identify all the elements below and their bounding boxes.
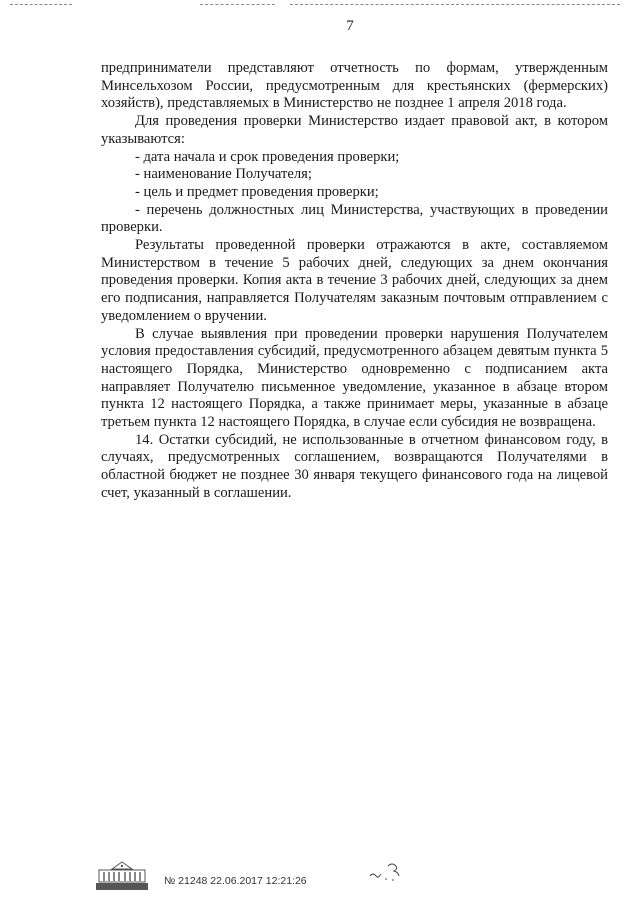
paragraph-inspection-results: Результаты проведенной проверки отражаются в акте, составляемом Министерством в течение 5 рабочих дней, следующих за днем окончания проведения проверки. Копия акта в течение 3 рабочих дней, следующих за днем его подписания, направляется Получателям заказным почтовым отправлением с уведомлением о вручении. bbox=[101, 237, 608, 324]
document-body bbox=[101, 60, 608, 503]
page-number: 7 bbox=[346, 18, 354, 34]
registration-number: № 21248 22.06.2017 12:21:26 bbox=[164, 875, 307, 887]
top-scan-border-right bbox=[290, 4, 620, 6]
registration-footer bbox=[94, 858, 614, 898]
list-item-officials: - перечень должностных лиц Министерства, участвующих в проведении проверки. bbox=[101, 201, 608, 236]
list-item-purpose: - цель и предмет проведения проверки; bbox=[135, 183, 379, 200]
list-item-start-date: - дата начала и срок проведения проверки; bbox=[135, 148, 400, 165]
list-item-recipient-name: - наименование Получателя; bbox=[135, 166, 312, 183]
paragraph-violations: В случае выявления при проведении проверки нарушения Получателем условия предоставления субсидий, предусмотренного абзацем девятым пункта 5 настоящего Порядка, Министерство одновременно с подписанием акта направляет Получателю письменное уведомление, указанное в абзаце втором пункта 12 настоящего Порядка, а также принимает меры, указанные в абзаце третьем пункта 12 настоящего Порядка, в случае если субсидия не возвращена. bbox=[101, 325, 608, 431]
top-scan-border-left bbox=[10, 4, 72, 6]
paragraph-subsidy-remainders: 14. Остатки субсидий, не использованные в отчетном финансовом году, в случаях, предусмотренных соглашением, возвращаются Получателями в областной бюджет не позднее 30 января текущего финансового года на лицевой счет, указанный в соглашении. bbox=[101, 431, 608, 501]
handwritten-mark-icon bbox=[366, 860, 406, 884]
paragraph-inspection-act: Для проведения проверки Министерство издает правовой акт, в котором указываются: bbox=[101, 113, 608, 147]
top-scan-border-middle bbox=[200, 4, 275, 6]
building-stamp-icon bbox=[94, 858, 150, 892]
paragraph-reporting: предприниматели представляют отчетность по формам, утвержденным Минсельхозом России, предусмотренным для крестьянских (фермерских) хозяйств), представляемых в Министерство не позднее 1 апреля 2018 года. bbox=[101, 60, 608, 112]
